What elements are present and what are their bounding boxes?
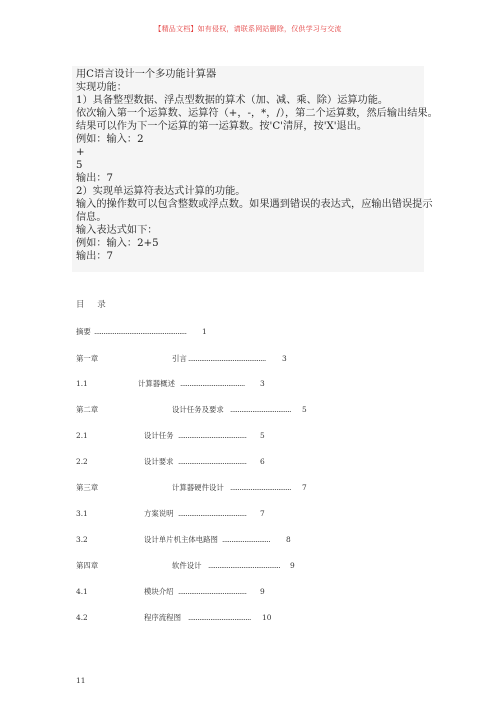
toc-page: 1 xyxy=(202,327,207,336)
toc-page: 9 xyxy=(290,561,295,570)
toc-page: 9 xyxy=(260,587,265,596)
toc-page: 7 xyxy=(260,509,265,518)
toc-leader: ....................................... xyxy=(208,561,281,570)
task-title: 用C语言设计一个多功能计算器 xyxy=(76,69,217,80)
toc-title-text: 设计要求 xyxy=(144,457,174,466)
toc-label: 1.1 xyxy=(76,379,88,388)
task-line: 5 xyxy=(76,160,83,171)
toc-leader: ................................. xyxy=(230,405,292,414)
toc-page: 7 xyxy=(302,483,307,492)
toc-title-text: 设计单片机主体电路图 xyxy=(144,535,218,544)
toc-title-text: 模块介绍 xyxy=(144,587,174,596)
toc-title-text: 计算器硬件设计 xyxy=(172,483,224,492)
task-line: 信息。 xyxy=(76,212,107,223)
task-line: 2）实现单运算符表达式计算的功能。 xyxy=(76,186,246,197)
toc-leader: ..................................... xyxy=(178,509,247,518)
toc-label: 2.2 xyxy=(76,457,88,466)
toc-leader: ................................... xyxy=(180,379,245,388)
toc-leader: .................................................. xyxy=(94,327,187,336)
toc-title-text: 程序流程图 xyxy=(144,613,181,622)
toc-leader: ................................. xyxy=(230,483,292,492)
toc-label: 4.1 xyxy=(76,587,88,596)
task-line: + xyxy=(76,147,85,158)
toc-title-text: 设计任务 xyxy=(144,431,174,440)
task-line: 实现功能： xyxy=(76,82,127,93)
toc-title-text: 计算器概述 xyxy=(138,379,175,388)
task-line: 输出：7 xyxy=(76,251,114,262)
toc-page: 8 xyxy=(286,535,291,544)
task-line: 1）具备整型数据、浮点型数据的算术（加、减、乘、除）运算功能。 xyxy=(76,95,389,106)
task-line: 结果可以作为下一个运算的第一运算数。按'C'清屏，按'X'退出。 xyxy=(76,121,368,132)
toc-leader: ..................................... xyxy=(178,457,247,466)
toc-page: 5 xyxy=(302,405,307,414)
toc-title-text: 设计任务及要求 xyxy=(172,405,224,414)
task-line: 依次输入第一个运算数、运算符（+，-，*，/），第二个运算数，然后输出结果。 xyxy=(76,108,438,119)
task-line: 输入表达式如下： xyxy=(76,225,158,236)
toc-label: 第一章 xyxy=(76,354,99,363)
toc-label: 摘要 xyxy=(76,327,91,336)
toc-page: 5 xyxy=(260,431,265,440)
toc-title-text: 软件设计 xyxy=(172,561,202,570)
task-line: 例如：输入：2 xyxy=(76,134,144,145)
toc-label: 第四章 xyxy=(76,561,99,570)
task-line: 输出：7 xyxy=(76,173,114,184)
toc-label: 2.1 xyxy=(76,431,88,440)
toc-page: 3 xyxy=(260,379,265,388)
trailing-page-number: 11 xyxy=(76,676,86,685)
toc-page: 6 xyxy=(260,457,265,466)
toc-leader: .......................... xyxy=(222,535,271,544)
toc-label: 第二章 xyxy=(76,405,99,414)
toc-label: 3.1 xyxy=(76,509,88,518)
toc-label: 第三章 xyxy=(76,483,99,492)
toc-leader: ..................................... xyxy=(178,431,247,440)
task-line: 例如：输入：2+5 xyxy=(76,238,159,249)
header-watermark: 【精品文档】如有侵权，请联系网站删除，仅供学习与交流 xyxy=(154,25,342,33)
toc-page: 3 xyxy=(282,354,287,363)
toc-page: 10 xyxy=(262,613,272,622)
toc-title-text: 引言 xyxy=(172,354,187,363)
toc-label: 4.2 xyxy=(76,613,88,622)
toc-label: 3.2 xyxy=(76,535,88,544)
toc-leader: .......................................... xyxy=(188,354,266,363)
toc-leader: .................................. xyxy=(188,613,251,622)
task-line: 输入的操作数可以包含整数或浮点数。如果遇到错误的表达式，应输出错误提示 xyxy=(76,199,433,210)
toc-leader: ..................................... xyxy=(178,587,247,596)
toc-title: 目 录 xyxy=(76,300,111,310)
toc-title-text: 方案说明 xyxy=(144,509,174,518)
